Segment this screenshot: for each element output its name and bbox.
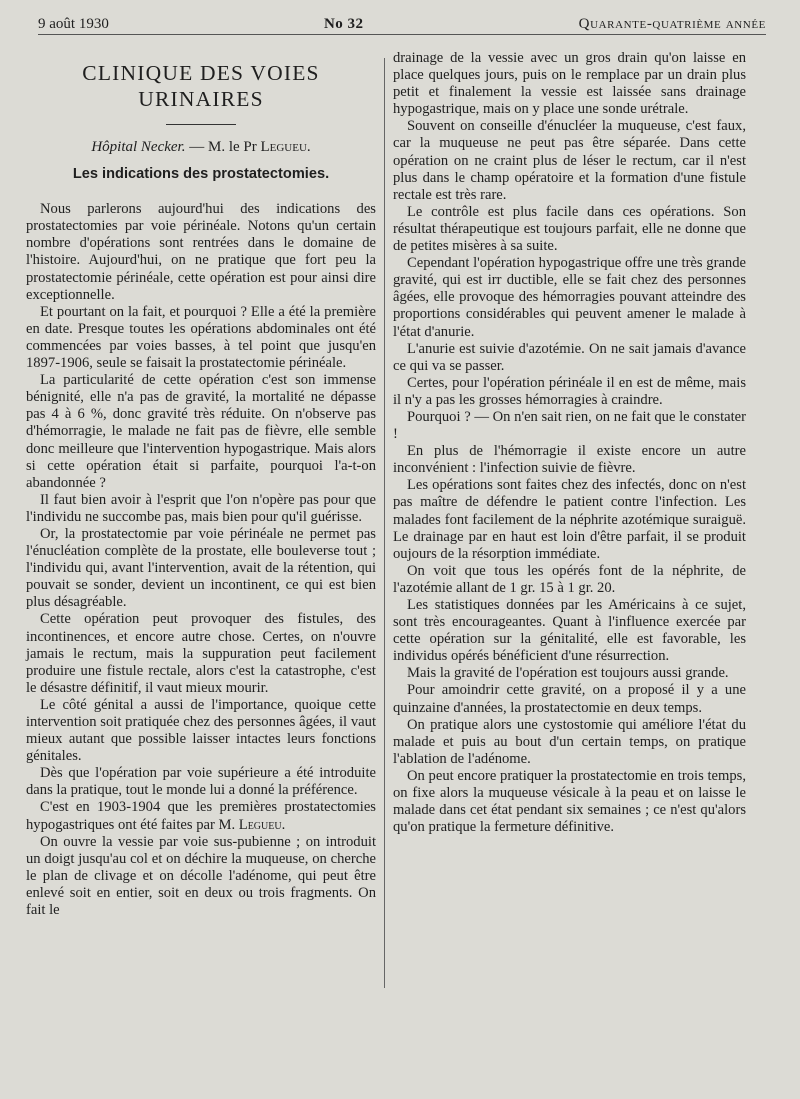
paragraph-continuation: drainage de la vessie avec un gros drain qu'on laisse en place quelques jours, puis on le remplace par un drain plus petit et finalement la vessie est laissée sans drainage hypogastrique, mais on y place une sonde urétrale. <box>393 50 746 118</box>
paragraph: Mais la gravité de l'opération est toujours aussi grande. <box>407 665 729 682</box>
paragraph: Et pourtant on la fait, et pourquoi ? Elle a été la première en date. Presque toutes les opérations abdominales ont été commencées par voies basses, à tel point que jusqu'en 1897-1906, seule se faisait la prostatectomie périnéale. <box>26 303 376 372</box>
column-divider <box>384 58 385 988</box>
paragraph: Pour amoindrir cette gravité, on a proposé il y a une quinzaine d'années, la prostatectomie en deux temps. <box>393 682 746 716</box>
paragraph: Or, la prostatectomie par voie périnéale ne permet pas l'énucléation complète de la prostate, elle bouleverse tout ; l'individu qui, avant l'intervention, avait de la rétention, qui pouvait se sonder, devient un incontinent, ce qui est bien plus désagréable. <box>26 525 376 611</box>
paragraph: On peut encore pratiquer la prostatectomie en trois temps, on fixe alors la muqueuse vésicale à la peau et on laisse le malade dans cet état pendant six semaines ; ce n'est qu'alors qu'on pratique la fermeture définitive. <box>393 767 746 836</box>
paragraph: Certes, pour l'opération périnéale il en est de même, mais il n'y a pas les grosses hémorragies à craindre. <box>393 374 746 408</box>
paragraph: Il faut bien avoir à l'esprit que l'on n'opère pas pour que l'individu ne succombe pas, mais bien pour qu'il guérisse. <box>26 491 376 525</box>
paragraph: Dès que l'opération par voie supérieure a été introduite dans la pratique, tout le monde lui a donné la préférence. <box>26 765 376 799</box>
paragraph: Pourquoi ? — On n'en sait rien, on ne fait que le constater ! <box>393 408 746 443</box>
section-title: CLINIQUE DES VOIES URINAIRES <box>82 61 320 111</box>
author-name: Legueu. <box>238 816 286 833</box>
paragraph: Cependant l'opération hypogastrique offre une très grande gravité, qui est irr ductible, elle se fait chez des personnes âgées, elle provoque des hémorragies pouvant atteindre des proportions considérables qui peuvent amener le malade à l'état d'anurie. <box>393 255 746 340</box>
paragraph: On voit que tous les opérés font de la néphrite, de l'azotémie allant de 1 gr. 15 à 1 gr. 20. <box>393 562 746 596</box>
left-column <box>26 46 376 919</box>
paragraph: Souvent on conseille d'énucléer la muqueuse, c'est faux, car la muqueuse ne peut pas être séparée. Dans cette opération on ne craint plus de léser le rectum, car il n'est plus dans le champ opératoire et la formation d'une fistule rectale est très rare. <box>393 118 746 203</box>
issue-number: No 32 <box>323 16 364 32</box>
title-divider <box>166 124 236 125</box>
issue-date: 9 août 1930 <box>38 16 109 32</box>
byline-hospital: Hôpital Necker. <box>91 139 186 155</box>
paragraph: Nous parlerons aujourd'hui des indications des prostatectomies par voie périnéale. Notons qu'un certain nombre d'opérations sont rentrées dans le domaine de l'histoire. Aujourd'hui, on ne pratique que fort peu la prostatectomie périnéale, cette opération est pour ainsi dire exceptionnelle. <box>26 201 376 303</box>
right-column <box>393 50 746 836</box>
paragraph: En plus de l'hémorragie il existe encore un autre inconvénient : l'infection suivie de fièvre. <box>393 443 746 477</box>
paragraph-text: C'est en 1903-1904 que les premières prostatectomies hypogastriques ont été faites par M. <box>26 799 376 833</box>
paragraph: Les statistiques données par les Américains à ce sujet, sont très encourageantes. Quant à l'influence exercée par cette opération sur la génitalité, elle est favorable, les individus opérés bénéficient d'une résurrection. <box>393 597 746 665</box>
paragraph: La particularité de cette opération c'est son immense bénignité, elle n'a pas de gravité, la mortalité ne dépasse pas 4 à 6 %, donc gravité très réduite. On n'observe pas d'hémorragie, le malade ne fait pas de fièvre, elle semble donc meilleure que l'intervention hypogastrique. Mais alors si cette opération était si parfaite, pourquoi l'a-t-on abandonnée ? <box>26 372 376 491</box>
paragraph: Le côté génital a aussi de l'importance, quoique cette intervention soit pratiquée chez des personnes âgées, il vaut mieux autant que possible laisser intactes leurs fonctions génitales. <box>26 696 376 765</box>
byline <box>26 139 376 156</box>
paragraph: On pratique alors une cystostomie qui améliore l'état du malade et puis au bout d'un certain temps, on pratique l'ablation de l'adénome. <box>393 716 746 767</box>
byline-dash: — M. le Pr <box>185 139 261 155</box>
byline-author: Legueu. <box>260 139 311 155</box>
volume-year: Quarante-quatrième année <box>578 16 766 32</box>
article-subtitle: Les indications des prostatectomies. <box>72 166 330 183</box>
paragraph: Les opérations sont faites chez des infectés, donc on n'est pas maître de défendre le patient contre l'infection. Les malades font facilement de la néphrite azotémique suraiguë. Le drainage par en haut est loin d'être parfait, il se produit oujours de la résorption immédiate. <box>393 477 746 562</box>
running-head <box>38 14 766 35</box>
paragraph: Cette opération peut provoquer des fistules, des incontinences, et encore autre chose. Certes, on n'ouvre jamais le rectum, mais la suppuration peut facilement produire une fistule rectale, alors c'est la catastrophe, c'est le désastre définitif, il vaut mieux mourir. <box>26 611 376 696</box>
paragraph: L'anurie est suivie d'azotémie. On ne sait jamais d'avance ce qui va se passer. <box>393 340 746 374</box>
paragraph: On ouvre la vessie par voie sus-pubienne ; on introduit un doigt jusqu'au col et on déchire la muqueuse, on cherche le plan de clivage et on décolle l'adénome, qui peut être enlevé soit en entier, soit en deux ou trois fragments. On fait le <box>26 833 376 919</box>
paragraph <box>26 799 376 833</box>
paragraph: Le contrôle est plus facile dans ces opérations. Son résultat thérapeutique est toujours parfait, elle ne donne que de petites misères à sa suite. <box>393 203 746 255</box>
